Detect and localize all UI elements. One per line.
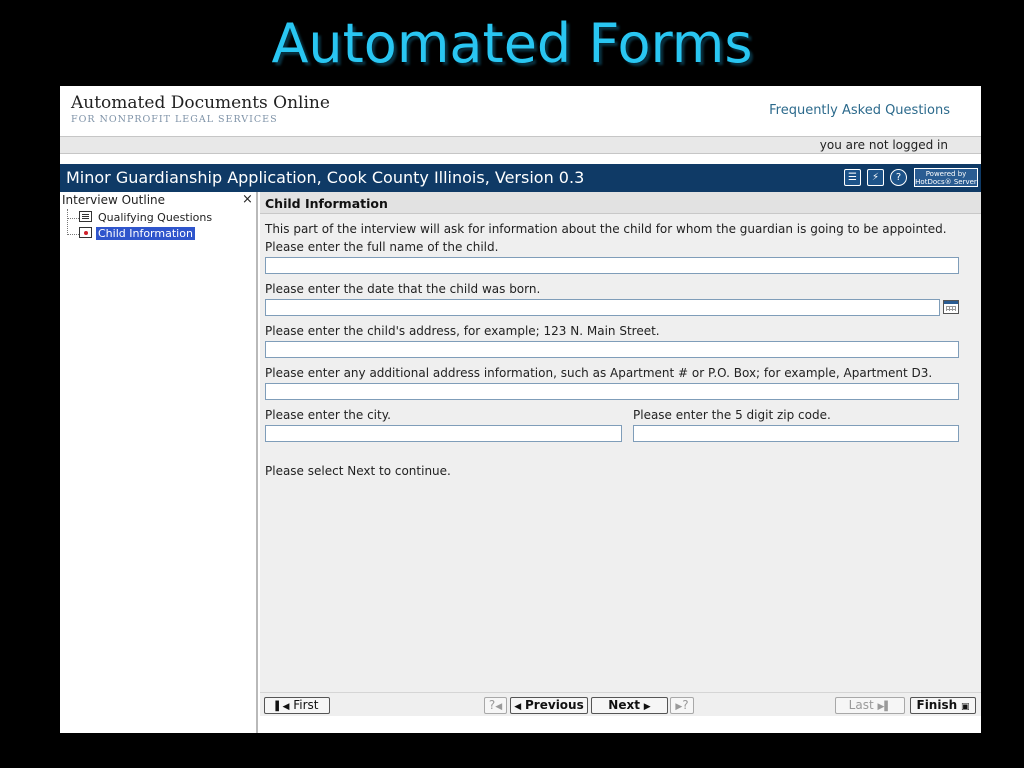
interview-title: Minor Guardianship Application, Cook County Illinois, Version 0.3	[66, 168, 585, 187]
previous-button[interactable]	[510, 697, 588, 714]
previous-unanswered-button[interactable]	[484, 697, 507, 714]
outline-icon[interactable]: ☰	[844, 169, 861, 186]
outline-item-qualifying-questions[interactable]	[79, 211, 214, 224]
outline-header: Interview Outline	[62, 193, 166, 207]
section-title: Child Information	[265, 196, 388, 211]
powered-by-line2: HotDocs® Server	[915, 178, 977, 186]
dob-input[interactable]	[265, 299, 940, 316]
zip-label: Please enter the 5 digit zip code.	[633, 408, 831, 422]
dob-label: Please enter the date that the child was born.	[265, 282, 541, 296]
finish-icon: ▣	[960, 702, 970, 712]
interview-title-bar	[60, 164, 981, 192]
city-label: Please enter the city.	[265, 408, 391, 422]
next-unanswered-button[interactable]	[670, 697, 694, 714]
address2-label: Please enter any additional address information, such as Apartment # or P.O. Box; for example, Apartment D3.	[265, 366, 933, 380]
city-input[interactable]	[265, 425, 622, 442]
child-name-label: Please enter the full name of the child.	[265, 240, 499, 254]
dialog-content	[260, 192, 981, 692]
powered-by-badge	[914, 168, 978, 187]
first-label: First	[293, 698, 319, 712]
finish-label: Finish	[916, 698, 958, 712]
current-page-icon	[79, 227, 92, 238]
previous-label: Previous	[525, 698, 584, 712]
tree-line	[67, 218, 79, 219]
document-icon	[79, 211, 92, 222]
outline-item-child-information[interactable]	[79, 227, 195, 240]
first-button[interactable]	[264, 697, 330, 714]
next-unanswered-icon: ▶	[675, 702, 683, 712]
section-header	[260, 192, 981, 214]
calendar-icon[interactable]	[943, 300, 959, 314]
intro-text: This part of the interview will ask for information about the child for whom the guardian is going to be appointed.	[265, 222, 947, 236]
previous-icon: ◀	[514, 702, 522, 712]
prev-unanswered-label: ?	[488, 698, 496, 712]
finish-button[interactable]	[910, 697, 976, 714]
last-icon: ▶▌	[877, 702, 892, 712]
outline-item-label: Qualifying Questions	[98, 211, 213, 224]
last-label: Last	[848, 698, 874, 712]
continue-note: Please select Next to continue.	[265, 464, 451, 478]
next-button[interactable]	[591, 697, 668, 714]
address-input[interactable]	[265, 341, 959, 358]
child-name-input[interactable]	[265, 257, 959, 274]
login-status: you are not logged in	[819, 138, 948, 152]
close-outline-icon[interactable]: ×	[242, 192, 253, 207]
interview-outline	[60, 192, 258, 733]
footer-spacer	[260, 716, 981, 733]
app-window	[60, 86, 981, 733]
first-icon: ▌◀	[275, 702, 290, 712]
outline-item-label: Child Information	[98, 227, 193, 240]
next-unanswered-label: ?	[682, 698, 689, 712]
faq-link[interactable]: Frequently Asked Questions	[769, 103, 950, 118]
login-bar	[60, 136, 981, 154]
slide-title: Automated Forms	[271, 12, 753, 75]
address2-input[interactable]	[265, 383, 959, 400]
zip-input[interactable]	[633, 425, 959, 442]
next-label: Next	[608, 698, 640, 712]
address-label: Please enter the child's address, for example; 123 N. Main Street.	[265, 324, 660, 338]
brand-name: Automated Documents Online	[71, 93, 330, 113]
tree-line	[67, 209, 68, 235]
next-icon: ▶	[643, 702, 651, 712]
last-button[interactable]	[835, 697, 905, 714]
brand-subtitle: FOR NONPROFIT LEGAL SERVICES	[71, 114, 278, 125]
prev-unanswered-icon: ◀	[495, 702, 503, 712]
tree-line	[67, 234, 79, 235]
navigation-bar	[260, 692, 981, 716]
powered-by-line1: Powered by	[925, 170, 967, 178]
help-icon[interactable]: ?	[890, 169, 907, 186]
brand-header	[60, 86, 981, 136]
answers-icon[interactable]: ⚡	[867, 169, 884, 186]
